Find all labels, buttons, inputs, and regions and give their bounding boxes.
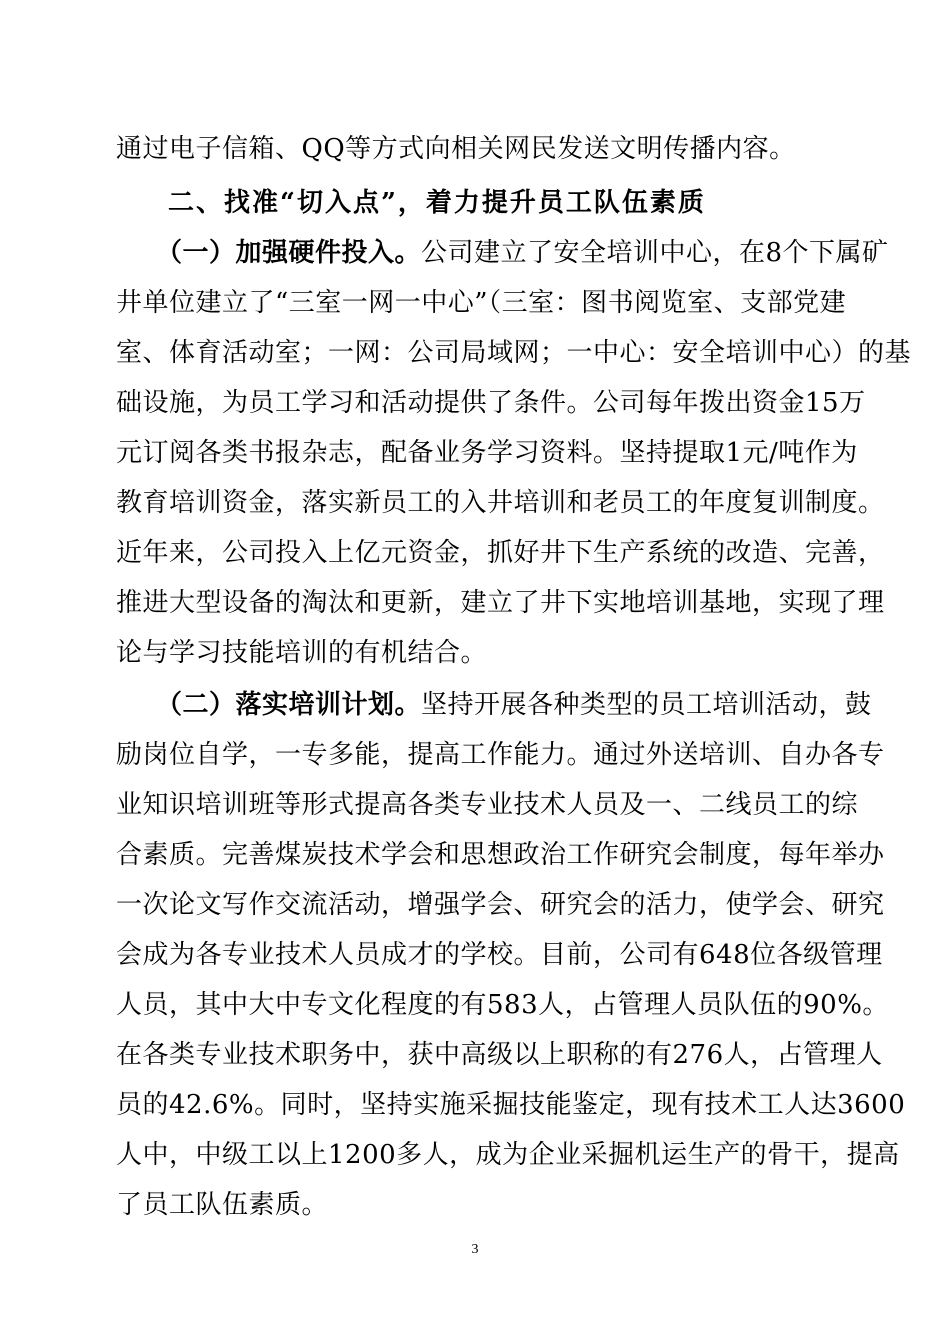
text-line: 在各类专业技术职务中，获中高级以上职称的有276人，占管理人 bbox=[116, 1040, 883, 1070]
paragraph-first-line bbox=[156, 685, 872, 725]
text-line: 一次论文写作交流活动，增强学会、研究会的活力，使学会、研究 bbox=[116, 890, 885, 920]
text-line: 元订阅各类书报杂志，配备业务学习资料。坚持提取1元/吨作为 bbox=[116, 438, 858, 468]
paragraph-first-line bbox=[156, 233, 889, 273]
text-line: 教育培训资金，落实新员工的入井培训和老员工的年度复训制度。 bbox=[116, 488, 885, 518]
text-line: 合素质。完善煤炭技术学会和思想政治工作研究会制度，每年举办 bbox=[116, 840, 885, 870]
text-line: 会成为各专业技术人员成才的学校。目前，公司有648位各级管理 bbox=[116, 940, 883, 970]
text-line: 人员，其中大中专文化程度的有583人，占管理人员队伍的90%。 bbox=[116, 990, 889, 1020]
paragraph-lead: （二）落实培训计划。 bbox=[156, 690, 422, 720]
text-line: 员的42.6%。同时，坚持实施采掘技能鉴定，现有技术工人达3600 bbox=[116, 1090, 906, 1120]
paragraph-text: 坚持开展各种类型的员工培训活动，鼓 bbox=[421, 690, 872, 720]
paragraph-lead: （一）加强硬件投入。 bbox=[156, 238, 422, 268]
text-line: 业知识培训班等形式提高各类专业技术人员及一、二线员工的综 bbox=[116, 790, 859, 820]
text-line: 础设施，为员工学习和活动提供了条件。公司每年拨出资金15万 bbox=[116, 388, 866, 418]
text-line: 论与学习技能培训的有机结合。 bbox=[116, 638, 488, 668]
page-number: 3 bbox=[471, 1242, 479, 1257]
paragraph-text: 公司建立了安全培训中心，在8个下属矿 bbox=[421, 238, 889, 268]
text-line: 了员工队伍素质。 bbox=[116, 1190, 329, 1220]
text-line: 室、体育活动室；一网：公司局域网；一中心：安全培训中心）的基 bbox=[116, 338, 912, 368]
text-line: 近年来，公司投入上亿元资金，抓好井下生产系统的改造、完善， bbox=[116, 538, 885, 568]
text-line: 通过电子信箱、QQ等方式向相关网民发送文明传播内容。 bbox=[116, 134, 796, 164]
text-line: 人中，中级工以上1200多人，成为企业采掘机运生产的骨干，提高 bbox=[116, 1140, 900, 1170]
section-heading: 二、找准“切入点”，着力提升员工队伍素质 bbox=[168, 188, 706, 218]
text-line: 推进大型设备的淘汰和更新，建立了井下实地培训基地，实现了理 bbox=[116, 588, 885, 618]
text-line: 井单位建立了“三室一网一中心”（三室：图书阅览室、支部党建 bbox=[116, 288, 847, 318]
text-line: 励岗位自学，一专多能，提高工作能力。通过外送培训、自办各专 bbox=[116, 740, 885, 770]
